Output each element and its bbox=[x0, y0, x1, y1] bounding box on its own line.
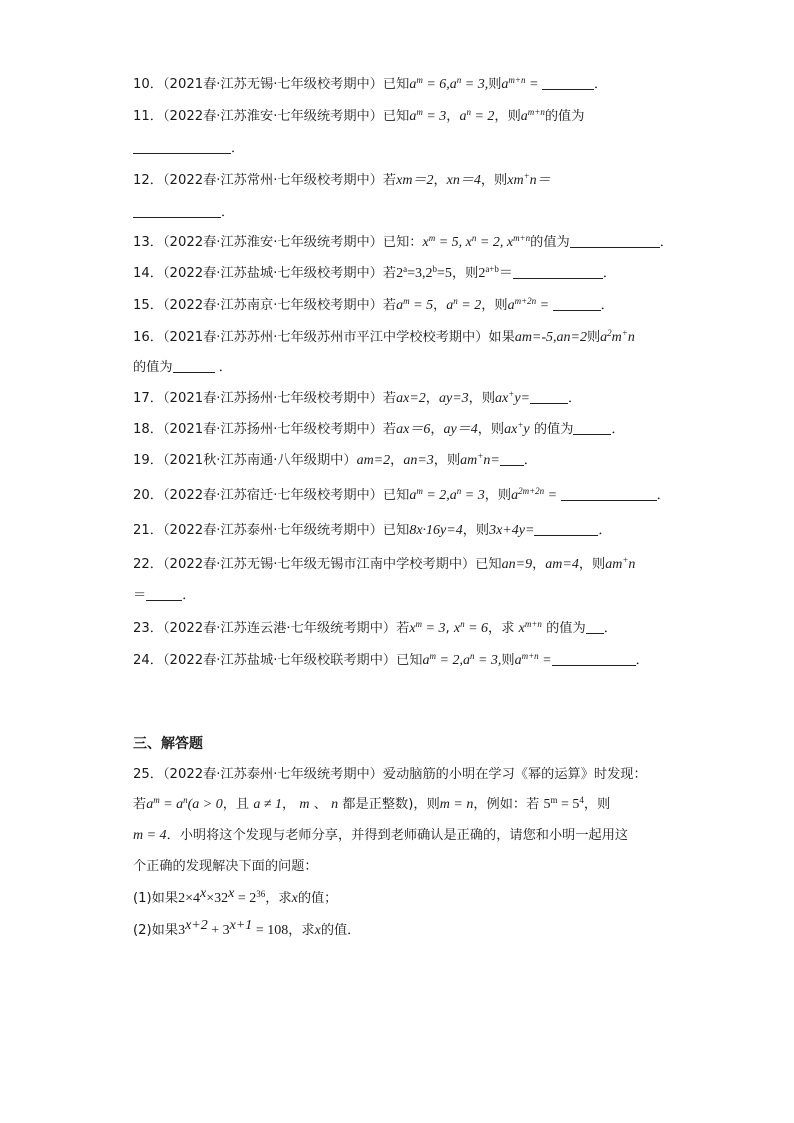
question-18: 18．（2021春·江苏扬州·七年级校考期中）若ax＝6，ay＝4，则ax+y 的值为 ． bbox=[133, 420, 625, 437]
question-12: 12．（2022春·江苏常州·七年级校考期中）若xm＝2，xn＝4，则xm+n＝ bbox=[133, 171, 551, 188]
q23-expression: $x^{m+n}$ bbox=[518, 619, 542, 636]
answer-blank[interactable] bbox=[173, 360, 215, 373]
q19-expression: am+n= bbox=[460, 451, 500, 468]
q25-p1-equation: $2\times 4^x\times 32^x = 2^{36}$ bbox=[178, 886, 266, 906]
question-13: 13．（2022春·江苏淮安·七年级统考期中）已知：$x^m = 5$, $x^n = 2$, $x^{m+n}$的值为 ． bbox=[133, 233, 673, 250]
question-10: 10．（2021春·江苏无锡·七年级校考期中）已知$a^m = 6,a^n = 3$,则$a^{m+n}$ = ． bbox=[133, 75, 608, 92]
q23-cond-1: $x^m = 3$ bbox=[409, 619, 446, 636]
question-22-answer: ＝ ． bbox=[133, 588, 196, 603]
answer-blank[interactable] bbox=[133, 205, 221, 218]
question-12-answer: ． bbox=[133, 204, 234, 222]
question-15: 15．（2022春·江苏南京·七年级校考期中）若$a^m = 5$，$a^n = 2$，则$a^{m+2n}$ = ． bbox=[133, 296, 614, 313]
q11-expression: $a^{m+n}$ bbox=[520, 107, 545, 124]
q15-cond-1: $a^m = 5$ bbox=[396, 296, 434, 313]
answer-blank[interactable] bbox=[500, 453, 524, 466]
q13-condition: $x^m = 5$, $x^n = 2$, $x^{m+n}$ bbox=[422, 233, 531, 250]
question-25-part-1: (1)如果$2\times 4^x\times 32^x = 2^{36}$，求x的值； bbox=[133, 886, 338, 906]
q18-expression: ax+y bbox=[504, 420, 530, 437]
q23-cond-2: $x^n = 6$ bbox=[453, 619, 489, 636]
q11-cond-2: $a^n = 2$ bbox=[459, 107, 495, 124]
q24-expression: $a^{m+n}$ = bbox=[514, 651, 552, 668]
question-11-answer: ． bbox=[133, 140, 244, 158]
question-25-line-3: m = 4．小明将这个发现与老师分享，并得到老师确认是正确的，请您和小明一起用这 bbox=[133, 828, 629, 843]
question-19: 19．（2021秋·江苏南通·八年级期中）am=2，an=3，则am+n= ． bbox=[133, 451, 537, 468]
question-21: 21．（2022春·江苏泰州·七年级统考期中）已知8x·16y=4，则3x+4y= ． bbox=[133, 523, 612, 538]
answer-blank[interactable] bbox=[570, 235, 660, 248]
answer-blank[interactable] bbox=[146, 588, 182, 601]
q14-expression: $2^{a+b}=$ bbox=[478, 264, 513, 281]
q25-example: $5^m = 5^4$ bbox=[543, 795, 584, 812]
q11-cond-1: $a^m = 3$ bbox=[409, 107, 447, 124]
question-16: 16．（2021春·江苏苏州·七年级苏州市平江中学校校考期中）如果am=-5,an=2则$a^2m^+n$ bbox=[133, 328, 635, 345]
q10-condition: $a^m = 6,a^n = 3$, bbox=[409, 75, 489, 92]
q12-expression: xm+n＝ bbox=[507, 171, 551, 188]
q15-cond-2: $a^n = 2$ bbox=[446, 296, 482, 313]
answer-blank[interactable] bbox=[552, 653, 636, 666]
question-24: 24．（2022春·江苏盐城·七年级校联考期中）已知$a^m = 2,a^n = 3$,则$a^{m+n}$ = ． bbox=[133, 651, 649, 668]
question-23: 23．（2022春·江苏连云港·七年级统考期中）若$x^m = 3$, $x^n = 6$，求 $x^{m+n}$ 的值为 ． bbox=[133, 619, 617, 636]
question-11: 11．（2022春·江苏淮安·七年级统考期中）已知$a^m = 3$，$a^n = 2$，则$a^{m+n}$的值为 bbox=[133, 107, 585, 124]
answer-blank[interactable] bbox=[133, 141, 231, 154]
q10-expression: $a^{m+n}$ = bbox=[501, 75, 542, 92]
answer-blank[interactable] bbox=[586, 621, 604, 634]
answer-blank[interactable] bbox=[530, 391, 568, 404]
q25-rule: $a^m = a^n(a > 0$ bbox=[146, 795, 223, 812]
answer-blank[interactable] bbox=[534, 523, 598, 536]
question-25-intro: 25．（2022春·江苏泰州·七年级统考期中）爱动脑筋的小明在学习《幂的运算》时发现： bbox=[133, 767, 647, 782]
q14-condition: $2^a=3,2^b=5$ bbox=[396, 264, 452, 281]
answer-blank[interactable] bbox=[553, 298, 601, 311]
question-14: 14．（2022春·江苏盐城·七年级校考期中）若$2^a=3,2^b=5$，则$2^{a+b}=$ ． bbox=[133, 264, 617, 281]
q16-expression: $a^2m^+n$ bbox=[600, 328, 635, 345]
q20-condition: $a^m = 2,a^n = 3$ bbox=[409, 486, 485, 503]
q17-expression: ax+y= bbox=[495, 389, 530, 406]
answer-blank[interactable] bbox=[513, 266, 603, 279]
question-20: 20．（2022春·江苏宿迁·七年级校考期中）已知$a^m = 2,a^n = 3$，则$a^{2m+2n}$ = ． bbox=[133, 486, 670, 503]
q25-conclusion: m = n bbox=[439, 797, 474, 812]
answer-blank[interactable] bbox=[573, 422, 611, 435]
question-16-answer: 的值为 ． bbox=[133, 360, 232, 375]
q24-condition: $a^m = 2,a^n = 3$, bbox=[422, 651, 502, 668]
answer-blank[interactable] bbox=[561, 488, 657, 501]
question-25-line-2: 若$a^m = a^n(a > 0$，且 a ≠ 1， m 、 n 都是正整数)，则m = n，例如：若 $5^m = 5^4$，则 bbox=[133, 795, 611, 812]
answer-blank[interactable] bbox=[542, 77, 594, 90]
q15-expression: $a^{m+2n}$ = bbox=[507, 296, 553, 313]
question-25-part-2: (2)如果$3^{x+2} + 3^{x+1} = 108$，求x的值． bbox=[133, 918, 361, 938]
section-title: 三、解答题 bbox=[133, 736, 203, 752]
q22-expression: am+n bbox=[605, 555, 636, 572]
q25-p2-equation: $3^{x+2} + 3^{x+1} = 108$ bbox=[178, 918, 289, 938]
question-22: 22．（2022春·江苏无锡·七年级无锡市江南中学校考期中）已知an=9，am=4，则am+n bbox=[133, 555, 636, 572]
question-25-line-4: 个正确的发现解决下面的问题： bbox=[133, 859, 318, 874]
question-17: 17．（2021春·江苏扬州·七年级校考期中）若ax=2，ay=3，则ax+y= ． bbox=[133, 389, 582, 406]
q20-expression: $a^{2m+2n}$ = bbox=[511, 486, 561, 503]
